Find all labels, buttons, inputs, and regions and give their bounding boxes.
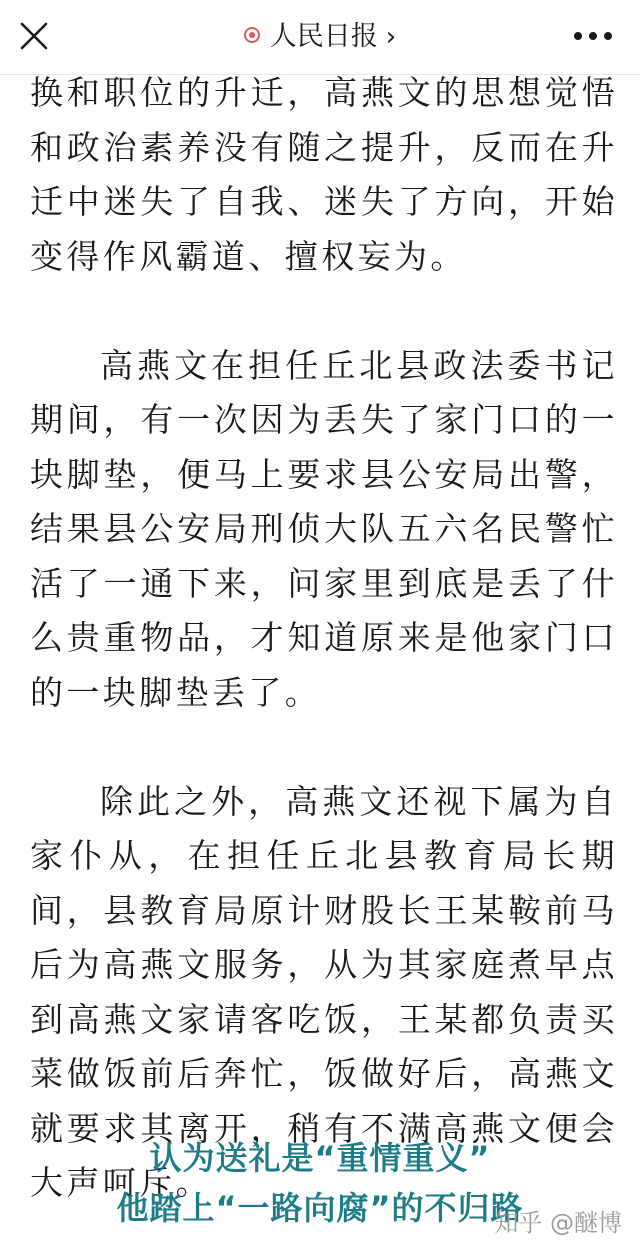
more-button[interactable] xyxy=(568,16,618,56)
more-icon xyxy=(568,16,618,56)
article-paragraph: 换和职位的升迁，高燕文的思想觉悟和政治素养没有随之提升，反而在升迁中迷失了自我、迷失了方向，开始变得作风霸道、擅权妄为。 xyxy=(30,73,618,276)
subheading-line-2: 他踏上“一路向腐”的不归路 xyxy=(116,1189,524,1227)
article-body xyxy=(30,66,618,1211)
article-paragraph: 除此之外，高燕文还视下属为自家仆从，在担任丘北县教育局长期间，县教育局原计财股长王某鞍前马后为高燕文服务，从为其家庭煮早点到高燕文家请客吃饭，王某都负责买菜做饭前后奔忙，饭做好后，高燕文就要求其离开，稍有不满高燕文便会大声呵斥。 xyxy=(30,781,618,1202)
account-name: 人民日报 xyxy=(269,21,378,52)
article-paragraph: 高燕文在担任丘北县政法委书记期间，有一次因为丢失了家门口的一块脚垫，便马上要求县公安局出警，结果县公安局刑侦大队五六名民警忙活了一通下来，问家里到底是丢了什么贵重物品，才知道原来是他家门口的一块脚垫丢了。 xyxy=(30,345,618,712)
top-bar xyxy=(0,0,640,75)
account-link[interactable] xyxy=(0,18,640,56)
subheading-line-1: 认为送礼是“重情重义” xyxy=(149,1139,491,1177)
account-dot-icon xyxy=(244,27,260,43)
watermark: 知乎 @醚博 xyxy=(494,1209,622,1237)
chevron-right-icon: › xyxy=(385,22,397,52)
